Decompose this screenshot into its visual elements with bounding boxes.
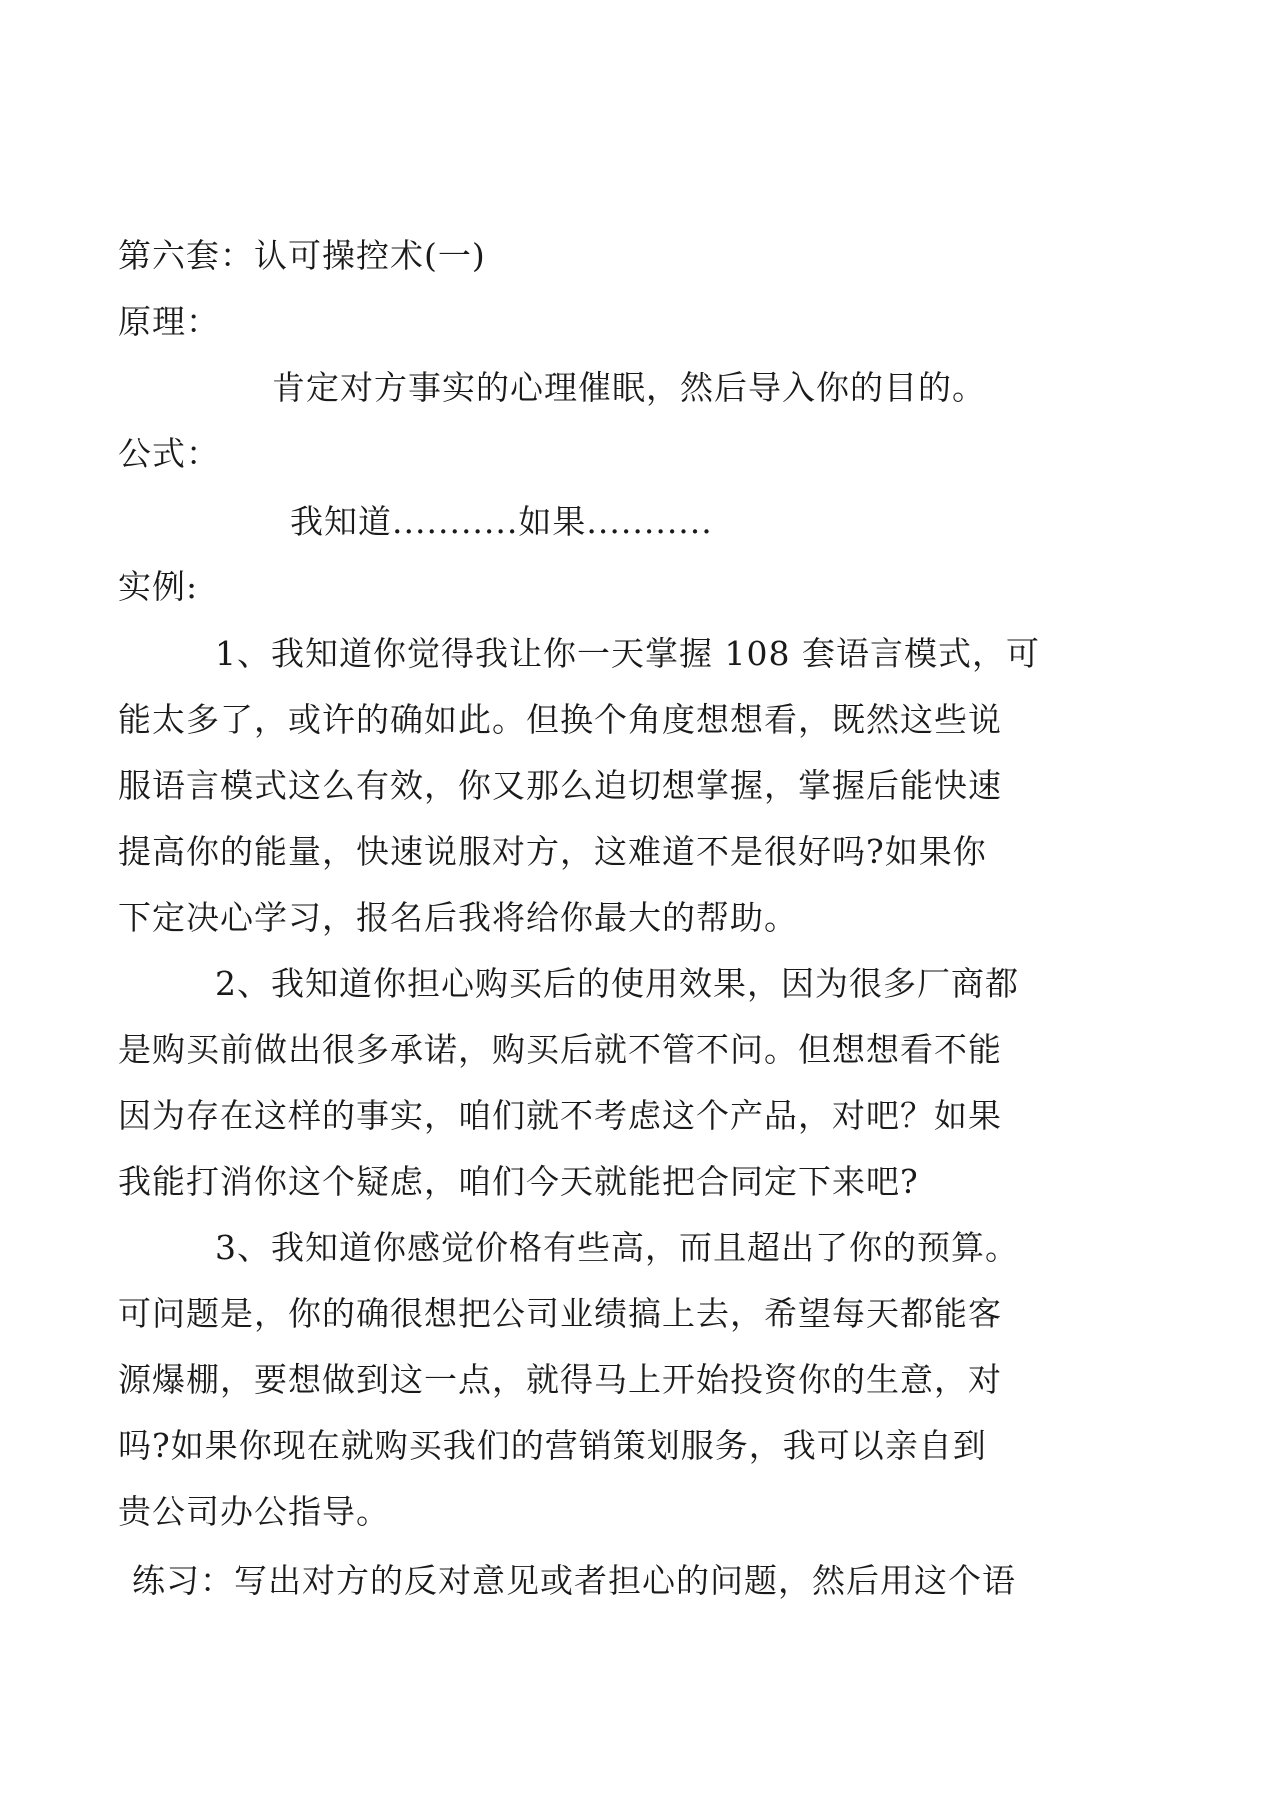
examples-label: 实例: — [118, 567, 199, 606]
example-1-line-3: 服语言模式这么有效，你又那么迫切想掌握，掌握后能快速 — [118, 766, 1002, 805]
exercise-text: 练习：写出对方的反对意见或者担心的问题，然后用这个语 — [132, 1561, 1016, 1600]
example-3-line-2: 可问题是，你的确很想把公司业绩搞上去，希望每天都能客 — [118, 1294, 1002, 1333]
example-2-line-2: 是购买前做出很多承诺，购买后就不管不问。但想想看不能 — [118, 1030, 1002, 1069]
example-3-line-1: 3、我知道你感觉价格有些高，而且超出了你的预算。 — [215, 1228, 1019, 1267]
example-1-line-2: 能太多了，或许的确如此。但换个角度想想看，既然这些说 — [118, 700, 1002, 739]
example-3-line-5: 贵公司办公指导。 — [118, 1492, 390, 1531]
example-2-line-1: 2、我知道你担心购买后的使用效果，因为很多厂商都 — [215, 964, 1019, 1003]
example-3-line-3: 源爆棚，要想做到这一点，就得马上开始投资你的生意，对 — [118, 1360, 1002, 1399]
example-3-line-4: 吗?如果你现在就购买我们的营销策划服务，我可以亲自到 — [118, 1426, 987, 1465]
section-heading: 第六套：认可操控术(一) — [118, 236, 486, 275]
example-1-line-1: 1、我知道你觉得我让你一天掌握 108 套语言模式，可 — [215, 634, 1040, 673]
principle-text: 肯定对方事实的心理催眠，然后导入你的目的。 — [272, 368, 986, 407]
example-2-line-3: 因为存在这样的事实，咱们就不考虑这个产品，对吧？如果 — [118, 1096, 1002, 1135]
formula-label: 公式： — [118, 434, 220, 473]
example-2-line-4: 我能打消你这个疑虑，咱们今天就能把合同定下来吧? — [118, 1162, 919, 1201]
principle-label: 原理： — [118, 302, 220, 341]
example-1-line-5: 下定决心学习，报名后我将给你最大的帮助。 — [118, 898, 798, 937]
formula-text: 我知道...........如果........... — [290, 502, 713, 541]
example-1-line-4: 提高你的能量，快速说服对方，这难道不是很好吗?如果你 — [118, 832, 987, 871]
